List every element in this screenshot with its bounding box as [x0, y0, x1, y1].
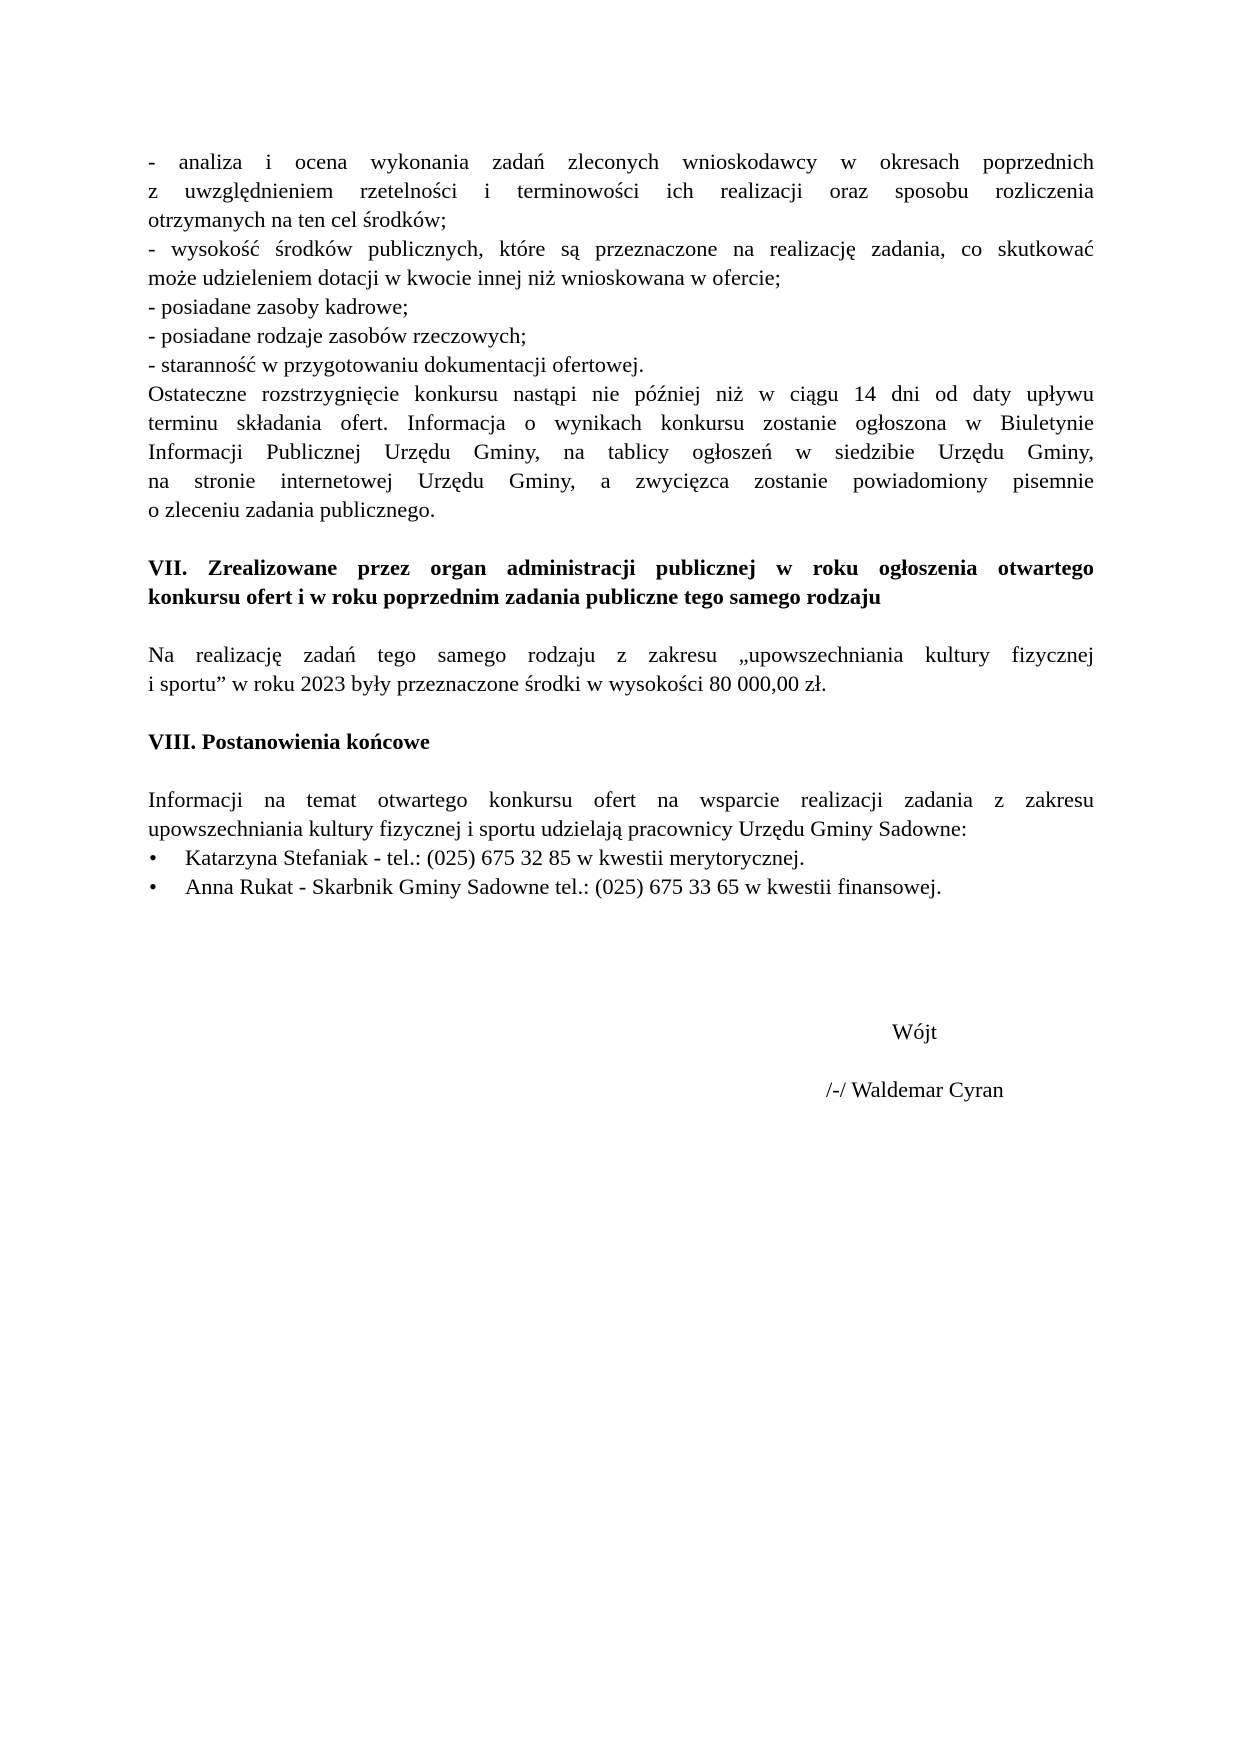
evaluation-criteria [148, 147, 1094, 379]
text-line: Informacji na temat otwartego konkursu ofert na wsparcie realizacji zadania z zakresu [148, 787, 1094, 812]
bullet-icon: • [149, 874, 157, 899]
section-7-body [148, 640, 1094, 698]
contact-text: Anna Rukat - Skarbnik Gminy Sadowne tel.: (025) 675 33 65 w kwestii finansowej. [185, 874, 942, 899]
text-line: - posiadane rodzaje zasobów rzeczowych; [148, 323, 527, 348]
heading-line: konkursu ofert i w roku poprzednim zadania publiczne tego samego rodzaju [148, 584, 881, 609]
document-page [148, 147, 1094, 901]
resolution-paragraph [148, 379, 1094, 524]
text-line: może udzieleniem dotacji w kwocie innej niż wnioskowana w ofercie; [148, 265, 781, 290]
criterion-item [148, 350, 1094, 379]
text-line: - posiadane zasoby kadrowe; [148, 294, 409, 319]
text-line: na stronie internetowej Urzędu Gminy, a zwycięzca zostanie powiadomiony pisemnie [148, 468, 1094, 493]
bullet-icon: • [149, 845, 157, 870]
text-line: i sportu” w roku 2023 były przeznaczone środki w wysokości 80 000,00 zł. [148, 671, 827, 696]
text-line: - wysokość środków publicznych, które są przeznaczone na realizację zadania, co skutkować [148, 236, 1094, 261]
text-line: otrzymanych na ten cel środków; [148, 207, 447, 232]
heading-line: VII. Zrealizowane przez organ administracji publicznej w roku ogłoszenia otwartego [148, 555, 1094, 580]
text-line: Informacji Publicznej Urzędu Gminy, na tablicy ogłoszeń w siedzibie Urzędu Gminy, [148, 439, 1094, 464]
criterion-item [148, 234, 1094, 292]
signature-name: /-/ Waldemar Cyran [826, 1077, 1004, 1102]
criterion-item [148, 292, 1094, 321]
text-line: - staranność w przygotowaniu dokumentacji ofertowej. [148, 352, 645, 377]
signature-title: Wójt [892, 1019, 937, 1044]
text-line: Ostateczne rozstrzygnięcie konkursu nastąpi nie później niż w ciągu 14 dni od daty upływu [148, 381, 1094, 406]
criterion-item [148, 147, 1094, 234]
text-line: o zleceniu zadania publicznego. [148, 497, 436, 522]
text-line: terminu składania ofert. Informacja o wynikach konkursu zostanie ogłoszona w Biuletynie [148, 410, 1094, 435]
contact-text: Katarzyna Stefaniak - tel.: (025) 675 32 85 w kwestii merytorycznej. [185, 845, 805, 870]
text-line: Na realizację zadań tego samego rodzaju z zakresu „upowszechniania kultury fizycznej [148, 642, 1094, 667]
heading-line: VIII. Postanowienia końcowe [148, 729, 430, 754]
section-7-heading [148, 553, 1094, 611]
criterion-item [148, 321, 1094, 350]
text-line: z uwzględnieniem rzetelności i terminowości ich realizacji oraz sposobu rozliczenia [148, 178, 1094, 203]
section-8-heading [148, 727, 1094, 756]
section-8-body [148, 785, 1094, 843]
list-item [148, 843, 1094, 872]
list-item [148, 872, 1094, 901]
contact-list [148, 843, 1094, 901]
text-line: upowszechniania kultury fizycznej i sportu udzielają pracownicy Urzędu Gminy Sadowne: [148, 816, 968, 841]
text-line: - analiza i ocena wykonania zadań zleconych wnioskodawcy w okresach poprzednich [148, 149, 1094, 174]
